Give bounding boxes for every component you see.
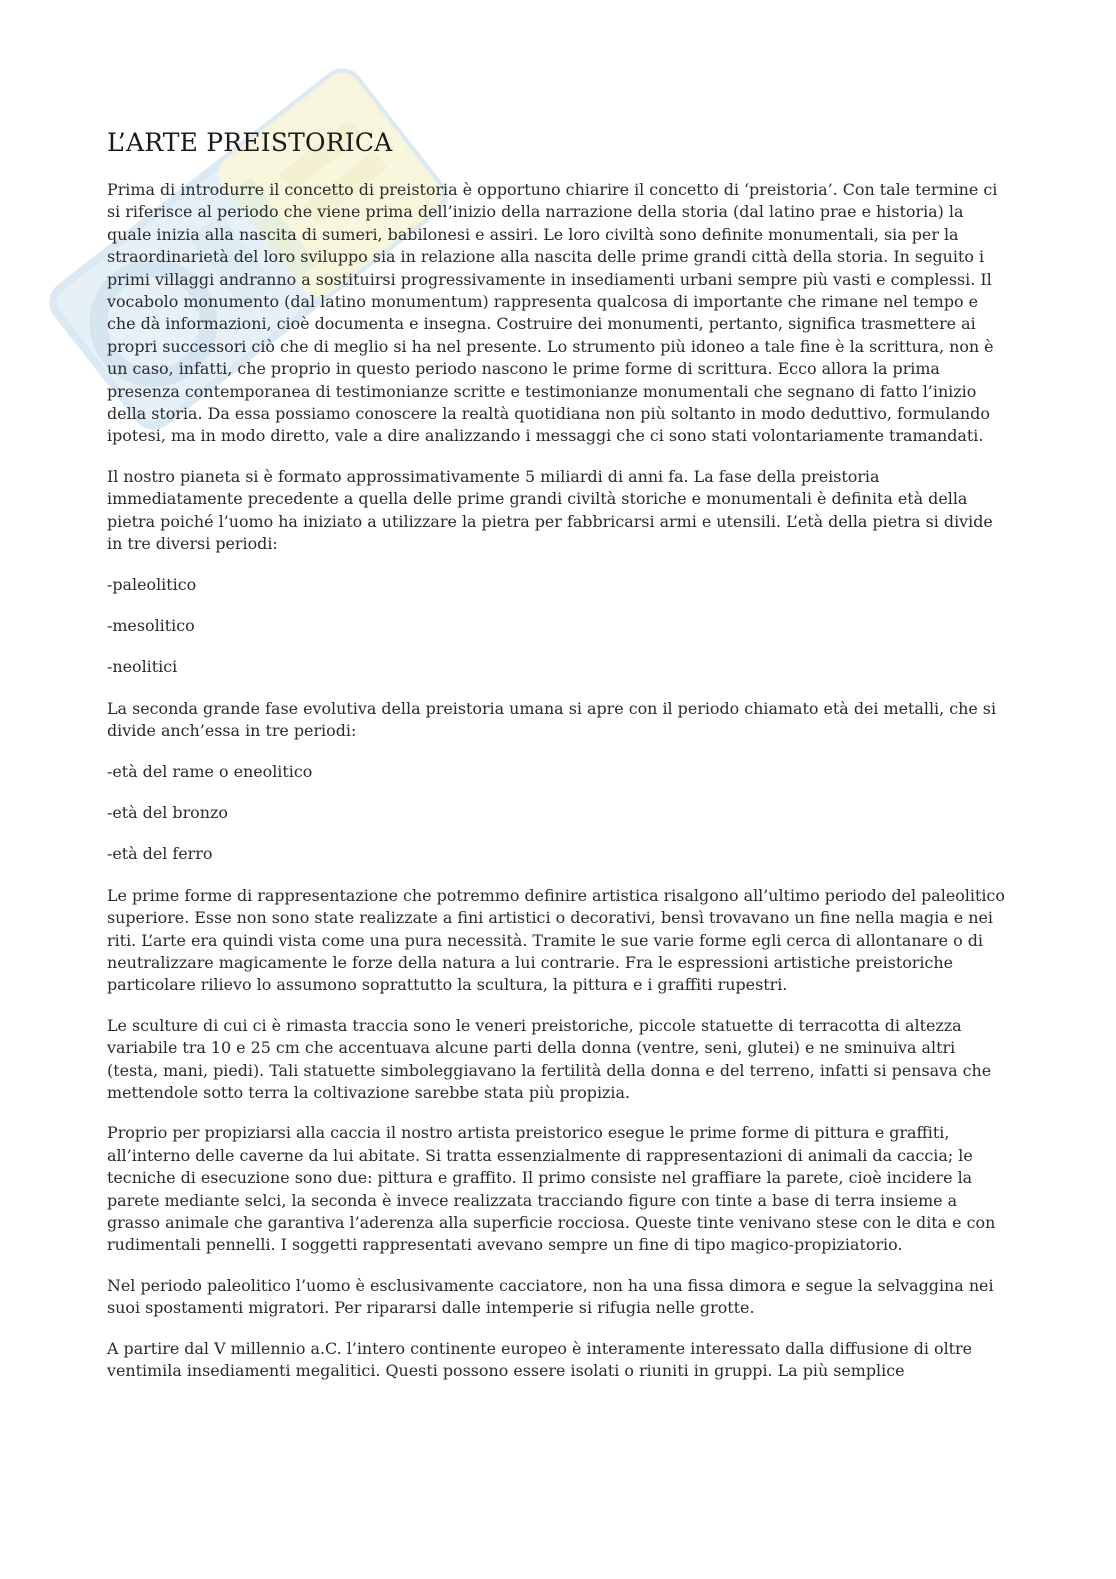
paragraph-sculptures: Le sculture di cui ci è rimasta traccia sono le veneri preistoriche, piccole statuette di terracotta di altezza variabile tra 10 e 25 cm che accentuava alcune parti della donna (ventre, seni, glutei) e ne sminuiva altri (testa, mani, piedi). Tali statuette simboleggiavano la fertilità della donna e del terreno, infatti si pensava che mettendole sotto terra la coltivazione sarebbe stata più propizia.: [107, 1015, 992, 1102]
list-item-ferro: -età del ferro: [107, 844, 213, 864]
list-item-mesolitico: -mesolitico: [107, 615, 195, 635]
paragraph-megaliths: A partire dal V millennio a.C. l’intero continente europeo è interamente interessato dalla diffusione di oltre ventimila insediamenti megalitici. Questi possono essere isolati o riuniti in gruppi. La più semplice: [107, 1338, 973, 1381]
document-title: L’ARTE PREISTORICA: [107, 128, 393, 157]
paragraph-intro: Prima di introdurre il concetto di preistoria è opportuno chiarire il concetto di ‘preistoria’. Con tale termine ci si riferisce al periodo che viene prima dell’inizio della narrazione della storia (dal latino prae e historia) la quale inizia alla nascita di sumeri, babilonesi e assiri. Le loro civiltà sono definite monumentali, sia per la straordinarietà del loro sviluppo sia in relazione alla nascita delle prime grandi città della storia. In seguito i primi villaggi andranno a sostituirsi progressivamente in insediamenti urbani sempre più vasti e complessi. Il vocabolo monumento (dal latino monumentum) rappresenta qualcosa di importante che rimane nel tempo e che dà informazioni, cioè documenta e insegna. Costruire dei monumenti, pertanto, significa trasmettere ai propri successori ciò che di meglio si ha nel presente. Lo strumento più idoneo a tale fine è la scrittura, non è un caso, infatti, che proprio in questo periodo nascono le prime forme di scrittura. Ecco allora la prima presenza contemporanea di testimonianze scritte e testimonianze monumentali che segnano di fatto l’inizio della storia. Da essa possiamo conoscere la realtà quotidiana non più soltanto in modo deduttivo, formulando ipotesi, ma in modo diretto, vale a dire analizzando i messaggi che ci sono stati volontariamente tramandati.: [107, 180, 998, 446]
list-item-rame: -età del rame o eneolitico: [107, 761, 313, 781]
list-item-neolitici: -neolitici: [107, 657, 178, 677]
paragraph-metal-age: La seconda grande fase evolutiva della preistoria umana si apre con il periodo chiamato età dei metalli, che si divide anch’essa in tre periodi:: [107, 698, 997, 741]
list-item-paleolitico: -paleolitico: [107, 574, 197, 594]
list-item-bronzo: -età del bronzo: [107, 802, 228, 822]
document-page: [107, 128, 1007, 1400]
paragraph-stone-age: Il nostro pianeta si è formato approssimativamente 5 miliardi di anni fa. La fase della preistoria immediatamente precedente a quella delle prime grandi civiltà storiche e monumentali è definita età della pietra poiché l’uomo ha iniziato a utilizzare la pietra per fabbricarsi armi e utensili. L’età della pietra si divide in tre diversi periodi:: [107, 466, 993, 554]
paragraph-paleolithic-man: Nel periodo paleolitico l’uomo è esclusivamente cacciatore, non ha una fissa dimora e segue la selvaggina nei suoi spostamenti migratori. Per ripararsi dalle intemperie si rifugia nelle grotte.: [107, 1275, 994, 1318]
paragraph-first-art: Le prime forme di rappresentazione che potremmo definire artistica risalgono all’ultimo periodo del paleolitico superiore. Esse non sono state realizzate a fini artistici o decorativi, bensì trovavano un fine nella magia e nei riti. L’arte era quindi vista come una pura necessità. Tramite le sue varie forme egli cerca di allontanare o di neutralizzare magicamente le forze della natura a lui contrarie. Fra le espressioni artistiche preistoriche particolare rilievo lo assumono soprattutto la scultura, la pittura e i graffiti rupestri.: [107, 885, 1005, 995]
paragraph-painting: Proprio per propiziarsi alla caccia il nostro artista preistorico esegue le prime forme di pittura e graffiti, all’interno delle caverne da lui abitate. Si tratta essenzialmente di rappresentazioni di animali da caccia; le tecniche di esecuzione sono due: pittura e graffito. Il primo consiste nel graffiare la parete, cioè incidere la parete mediante selci, la seconda è invece realizzata tracciando figure con tinte a base di terra insieme a grasso animale che garantiva l’aderenza alla superficie rocciosa. Queste tinte venivano stese con le dita e con rudimentali pennelli. I soggetti rappresentati avevano sempre un fine di tipo magico-propiziatorio.: [107, 1123, 996, 1255]
